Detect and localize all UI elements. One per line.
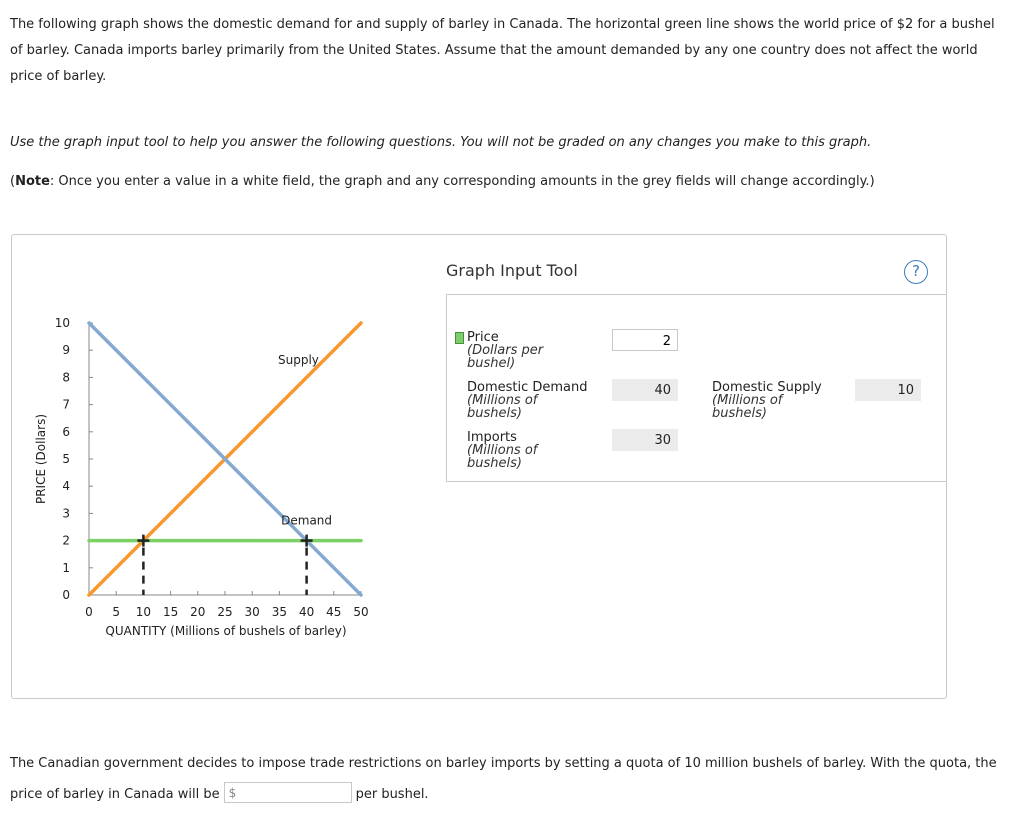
graph-input-tool-title: Graph Input Tool — [446, 261, 578, 280]
x-tick-label: 50 — [353, 605, 369, 619]
x-axis-label: QUANTITY (Millions of bushels of barley) — [105, 624, 347, 638]
graph-input-tool-box — [446, 294, 947, 482]
question-suffix: per bushel. — [355, 787, 429, 802]
domestic-demand-unit: (Millions of bushels) — [467, 393, 538, 421]
note-text: : Once you enter a value in a white field, the graph and any corresponding amounts in the grey fields will change accordingly.) — [49, 174, 875, 189]
intro-paragraph: The following graph shows the domestic demand for and supply of barley in Canada. The horizontal green line shows the world price of $2 for a bushel of barley. Canada imports barley primarily from the United States. Assume that the amount demanded by any one country does not affect the world price of barley. — [10, 17, 995, 84]
y-tick-label: 3 — [62, 506, 70, 521]
imports-label — [467, 431, 547, 470]
y-tick-label: 6 — [62, 424, 70, 439]
question-paragraph — [10, 751, 1010, 808]
y-tick-label: 7 — [62, 397, 70, 412]
y-tick-label: 10 — [54, 316, 70, 330]
domestic-demand-label-text: Domestic Demand — [467, 380, 588, 395]
y-tick-label: 5 — [62, 452, 70, 466]
imports-value: 30 — [612, 429, 678, 451]
y-tick-label: 1 — [62, 560, 70, 575]
x-tick-label: 30 — [244, 605, 260, 619]
note-paragraph: (Note: Once you enter a value in a white field, the graph and any corresponding amounts in the grey fields will change accordingly.) — [10, 174, 875, 189]
y-tick-label: 2 — [62, 533, 70, 548]
instructions-paragraph: Use the graph input tool to help you answer the following questions. You will not be graded on any changes you make to this graph. — [10, 135, 872, 150]
y-tick-label: 0 — [62, 588, 70, 602]
domestic-supply-label — [712, 381, 822, 420]
domestic-supply-value: 10 — [855, 379, 921, 401]
imports-label-text: Imports — [467, 430, 517, 445]
graph-tool-panel — [11, 234, 947, 699]
price-unit: (Dollars per bushel) — [467, 343, 544, 371]
x-tick-label: 5 — [112, 605, 121, 619]
y-tick-label: 4 — [62, 479, 70, 494]
x-tick-label: 10 — [135, 605, 152, 619]
domestic-demand-label — [467, 381, 588, 420]
price-label-text: Price — [467, 330, 499, 345]
price-input[interactable] — [612, 329, 678, 351]
x-tick-label: 45 — [326, 605, 342, 619]
supply-label: Supply — [277, 352, 319, 367]
answer-currency-symbol: $ — [228, 786, 237, 800]
price-color-swatch — [455, 332, 464, 344]
demand-supply-graph — [12, 235, 452, 698]
x-tick-label: 25 — [217, 605, 233, 619]
price-label — [467, 331, 557, 370]
x-tick-label: 40 — [298, 605, 315, 619]
y-tick-label: 8 — [62, 370, 70, 385]
price-answer-field[interactable] — [224, 782, 352, 803]
y-tick-label: 9 — [62, 343, 70, 358]
note-label: Note — [15, 174, 50, 189]
domestic-supply-unit: (Millions of bushels) — [712, 393, 783, 421]
y-axis-label: PRICE (Dollars) — [34, 413, 48, 505]
x-tick-label: 15 — [162, 605, 179, 619]
x-tick-label: 35 — [271, 605, 288, 619]
domestic-demand-value: 40 — [612, 379, 678, 401]
help-button[interactable]: ? — [904, 260, 928, 284]
domestic-supply-label-text: Domestic Supply — [712, 380, 822, 395]
x-tick-label: 0 — [85, 605, 93, 619]
question-text: The Canadian government decides to impose trade restrictions on barley imports by setting a quota of 10 million bushels of barley. With the quota, the price of barley in Canada will be — [10, 756, 997, 802]
demand-label: Demand — [281, 513, 333, 528]
x-tick-label: 20 — [190, 605, 206, 619]
imports-unit: (Millions of bushels) — [467, 443, 538, 471]
